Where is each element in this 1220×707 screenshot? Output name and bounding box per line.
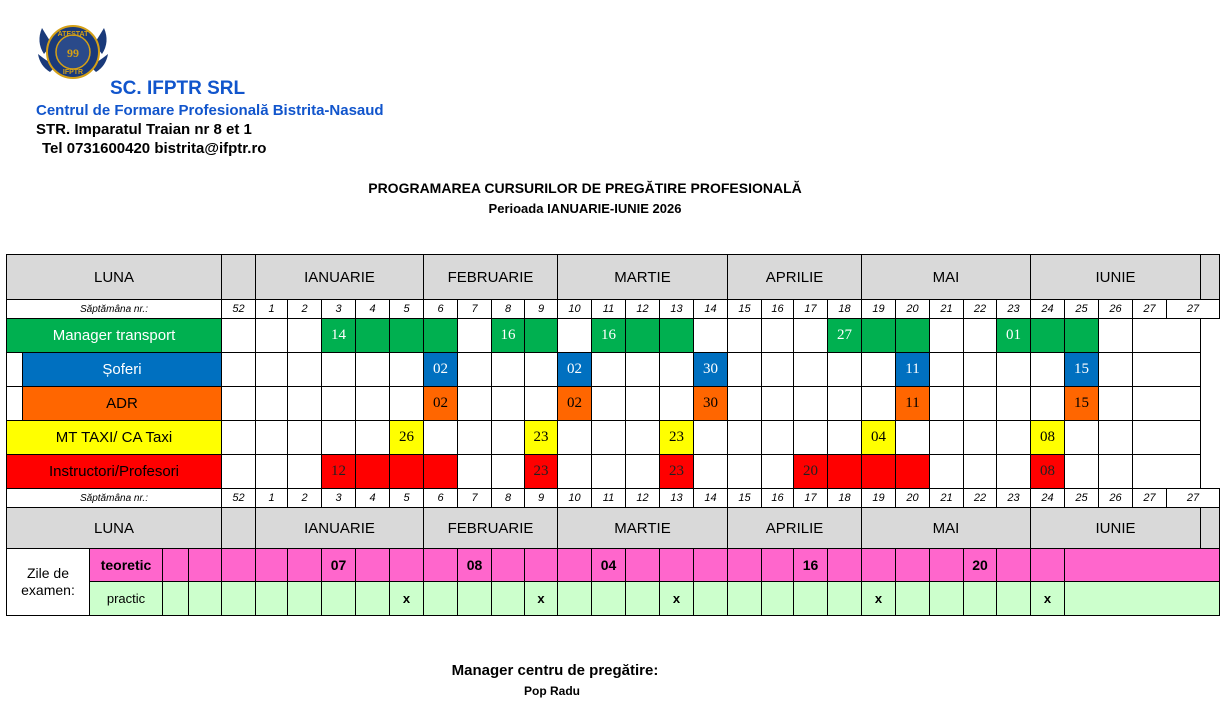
month-header: MAI (861, 254, 1031, 300)
theory-cell (162, 548, 189, 582)
empty-cell (457, 420, 492, 455)
week-number: 6 (423, 488, 458, 508)
empty-cell (255, 318, 288, 353)
week-number: 18 (827, 488, 862, 508)
theory-cell (1064, 548, 1220, 582)
luna-spacer (1200, 254, 1220, 300)
course-week-marked (861, 318, 896, 353)
empty-cell (591, 454, 626, 489)
empty-cell (591, 352, 626, 387)
theory-cell (1030, 548, 1065, 582)
practice-cell (693, 581, 728, 616)
week-number: 8 (491, 299, 525, 319)
empty-cell (255, 386, 288, 421)
week-number: 1 (255, 299, 288, 319)
empty-cell (996, 420, 1031, 455)
course-week-marked (625, 318, 660, 353)
theory-cell (929, 548, 964, 582)
theory-cell (557, 548, 592, 582)
luna-spacer (221, 254, 256, 300)
empty-cell (895, 420, 930, 455)
week-number: 5 (389, 488, 424, 508)
empty-cell (929, 318, 964, 353)
course-start-date: 12 (321, 454, 356, 489)
week-number: 13 (659, 299, 694, 319)
week-number: 17 (793, 488, 828, 508)
course-start-date: 27 (827, 318, 862, 353)
theory-exam-date: 20 (963, 548, 997, 582)
course-week-marked (895, 318, 930, 353)
empty-cell (389, 386, 424, 421)
empty-cell (693, 420, 728, 455)
svg-text:IFPTR: IFPTR (62, 69, 84, 76)
ifptr-logo (34, 14, 112, 90)
theory-cell (255, 548, 288, 582)
practice-cell (423, 581, 458, 616)
week-number: 21 (929, 488, 964, 508)
practice-cell (221, 581, 256, 616)
course-start-date: 08 (1030, 454, 1065, 489)
empty-cell (221, 420, 256, 455)
month-header: APRILIE (727, 254, 862, 300)
svg-text:99: 99 (67, 46, 79, 60)
week-number: 21 (929, 299, 964, 319)
theory-cell (895, 548, 930, 582)
course-label: ADR (22, 386, 222, 421)
empty-cell (221, 454, 256, 489)
theory-cell (423, 548, 458, 582)
course-week-marked (423, 454, 458, 489)
practice-exam-mark: x (1030, 581, 1065, 616)
empty-cell (1132, 318, 1201, 353)
course-week-marked (861, 454, 896, 489)
theory-cell (389, 548, 424, 582)
course-start-date: 23 (524, 420, 558, 455)
empty-cell (1132, 454, 1201, 489)
week-number: 14 (693, 488, 728, 508)
empty-cell (793, 352, 828, 387)
empty-cell (693, 318, 728, 353)
empty-cell (1132, 420, 1201, 455)
empty-cell (287, 352, 322, 387)
empty-cell (827, 352, 862, 387)
empty-cell (996, 454, 1031, 489)
luna-spacer (1200, 507, 1220, 549)
course-week-marked (1064, 318, 1099, 353)
week-number: 5 (389, 299, 424, 319)
course-start-date: 01 (996, 318, 1031, 353)
empty-cell (761, 318, 794, 353)
empty-cell (321, 420, 356, 455)
empty-cell (491, 386, 525, 421)
month-header: FEBRUARIE (423, 254, 558, 300)
week-number: 23 (996, 299, 1031, 319)
practice-cell (963, 581, 997, 616)
practice-cell (1064, 581, 1220, 616)
month-header: MARTIE (557, 254, 728, 300)
course-week-marked (1030, 318, 1065, 353)
week-label: Săptămâna nr.: (6, 299, 222, 319)
month-header: IUNIE (1030, 507, 1201, 549)
empty-cell (793, 318, 828, 353)
week-number: 25 (1064, 488, 1099, 508)
week-number: 52 (221, 488, 256, 508)
theory-cell (188, 548, 222, 582)
empty-cell (491, 352, 525, 387)
page-subtitle: Perioada IANUARIE-IUNIE 2026 (488, 201, 682, 216)
empty-cell (524, 352, 558, 387)
empty-cell (1132, 386, 1201, 421)
luna-header: LUNA (6, 507, 222, 549)
week-number: 18 (827, 299, 862, 319)
course-start-date: 23 (659, 420, 694, 455)
course-start-date: 16 (491, 318, 525, 353)
empty-cell (1098, 420, 1133, 455)
practice-cell (591, 581, 626, 616)
empty-cell (963, 318, 997, 353)
course-label: Șoferi (22, 352, 222, 387)
course-week-marked (355, 318, 390, 353)
empty-cell (793, 386, 828, 421)
practice-cell (761, 581, 794, 616)
empty-cell (591, 420, 626, 455)
empty-cell (761, 454, 794, 489)
empty-cell (996, 352, 1031, 387)
empty-cell (557, 318, 592, 353)
empty-cell (1064, 420, 1099, 455)
course-week-marked (389, 318, 424, 353)
week-number: 16 (761, 299, 794, 319)
practice-cell (355, 581, 390, 616)
empty-cell (625, 386, 660, 421)
course-start-date: 02 (423, 352, 458, 387)
theory-cell (625, 548, 660, 582)
month-header: APRILIE (727, 507, 862, 549)
week-number: 14 (693, 299, 728, 319)
empty-cell (287, 454, 322, 489)
week-number: 2 (287, 488, 322, 508)
course-start-date: 23 (524, 454, 558, 489)
theory-cell (996, 548, 1031, 582)
week-number: 3 (321, 299, 356, 319)
week-number: 13 (659, 488, 694, 508)
empty-cell (1098, 318, 1133, 353)
company-contact: Tel 0731600420 bistrita@ifptr.ro (42, 140, 267, 157)
empty-cell (1064, 454, 1099, 489)
empty-cell (255, 352, 288, 387)
month-header: IANUARIE (255, 254, 424, 300)
luna-header: LUNA (6, 254, 222, 300)
theory-cell (727, 548, 762, 582)
course-week-marked (355, 454, 390, 489)
empty-cell (457, 318, 492, 353)
empty-cell (727, 352, 762, 387)
course-start-date: 08 (1030, 420, 1065, 455)
course-start-date: 11 (895, 386, 930, 421)
empty-cell (321, 352, 356, 387)
month-header: MARTIE (557, 507, 728, 549)
empty-cell (287, 420, 322, 455)
course-week-marked (895, 454, 930, 489)
practice-cell (827, 581, 862, 616)
empty-cell (255, 454, 288, 489)
week-number: 4 (355, 299, 390, 319)
empty-cell (996, 386, 1031, 421)
luna-spacer (221, 507, 256, 549)
course-start-date: 02 (557, 386, 592, 421)
svg-text:ATESTAT: ATESTAT (57, 31, 89, 38)
empty-cell (1132, 352, 1201, 387)
week-number: 12 (625, 299, 660, 319)
empty-cell (321, 386, 356, 421)
theory-cell (761, 548, 794, 582)
practice-cell (625, 581, 660, 616)
theory-cell (491, 548, 525, 582)
theory-exam-date: 07 (321, 548, 356, 582)
theory-cell (524, 548, 558, 582)
empty-cell (929, 454, 964, 489)
practice-cell (287, 581, 322, 616)
week-number: 25 (1064, 299, 1099, 319)
empty-cell (693, 454, 728, 489)
month-header: FEBRUARIE (423, 507, 558, 549)
course-label: Manager transport (6, 318, 222, 353)
empty-cell (861, 352, 896, 387)
week-number: 12 (625, 488, 660, 508)
week-number: 7 (457, 488, 492, 508)
course-start-date: 11 (895, 352, 930, 387)
week-number: 15 (727, 488, 762, 508)
theory-cell (287, 548, 322, 582)
course-label: MT TAXI/ CA Taxi (6, 420, 222, 455)
practice-cell (996, 581, 1031, 616)
empty-cell (963, 420, 997, 455)
empty-cell (963, 386, 997, 421)
theory-cell (693, 548, 728, 582)
theory-cell (861, 548, 896, 582)
theory-cell (221, 548, 256, 582)
theory-exam-date: 08 (457, 548, 492, 582)
empty-cell (557, 420, 592, 455)
course-start-date: 02 (557, 352, 592, 387)
course-start-date: 20 (793, 454, 828, 489)
empty-cell (793, 420, 828, 455)
manager-label: Manager centru de pregătire: (451, 662, 659, 679)
course-label: Instructori/Profesori (6, 454, 222, 489)
month-header: IANUARIE (255, 507, 424, 549)
empty-cell (625, 420, 660, 455)
week-number: 6 (423, 299, 458, 319)
week-number: 10 (557, 488, 592, 508)
empty-cell (491, 454, 525, 489)
course-start-date: 30 (693, 386, 728, 421)
theory-cell (659, 548, 694, 582)
empty-cell (625, 352, 660, 387)
empty-cell (929, 386, 964, 421)
week-number: 19 (861, 299, 896, 319)
empty-cell (457, 386, 492, 421)
empty-cell (659, 386, 694, 421)
week-number: 15 (727, 299, 762, 319)
week-number: 22 (963, 488, 997, 508)
empty-cell (625, 454, 660, 489)
company-name: SC. IFPTR SRL (110, 78, 246, 99)
course-start-date: 02 (423, 386, 458, 421)
course-start-date: 04 (861, 420, 896, 455)
empty-cell (1098, 386, 1133, 421)
empty-cell (255, 420, 288, 455)
empty-cell (423, 420, 458, 455)
practice-exam-mark: x (659, 581, 694, 616)
training-center-name: Centrul de Formare Profesională Bistrita-Nasaud (36, 102, 384, 119)
week-number: 3 (321, 488, 356, 508)
practice-exam-mark: x (524, 581, 558, 616)
empty-cell (457, 352, 492, 387)
week-number: 26 (1098, 488, 1133, 508)
course-week-marked (827, 454, 862, 489)
practice-cell (321, 581, 356, 616)
week-number: 22 (963, 299, 997, 319)
exam-theory-label: teoretic (89, 548, 163, 582)
empty-cell (557, 454, 592, 489)
empty-cell (827, 420, 862, 455)
schedule-table (7, 255, 1200, 617)
empty-cell (761, 420, 794, 455)
practice-cell (255, 581, 288, 616)
course-start-date: 15 (1064, 386, 1099, 421)
course-week-marked (524, 318, 558, 353)
empty-cell (1030, 386, 1065, 421)
week-number: 27 (1166, 299, 1220, 319)
week-number: 10 (557, 299, 592, 319)
row-indent (6, 386, 23, 421)
empty-cell (727, 318, 762, 353)
course-start-date: 14 (321, 318, 356, 353)
practice-exam-mark: x (389, 581, 424, 616)
week-number: 8 (491, 488, 525, 508)
empty-cell (1030, 352, 1065, 387)
empty-cell (287, 386, 322, 421)
practice-cell (491, 581, 525, 616)
empty-cell (963, 454, 997, 489)
week-number: 1 (255, 488, 288, 508)
empty-cell (861, 386, 896, 421)
empty-cell (761, 352, 794, 387)
empty-cell (591, 386, 626, 421)
empty-cell (221, 386, 256, 421)
empty-cell (389, 352, 424, 387)
empty-cell (221, 352, 256, 387)
empty-cell (727, 454, 762, 489)
practice-cell (162, 581, 189, 616)
week-number: 20 (895, 299, 930, 319)
week-number: 11 (591, 488, 626, 508)
week-number: 11 (591, 299, 626, 319)
empty-cell (727, 420, 762, 455)
week-number: 26 (1098, 299, 1133, 319)
empty-cell (963, 352, 997, 387)
week-number: 52 (221, 299, 256, 319)
empty-cell (491, 420, 525, 455)
week-number: 16 (761, 488, 794, 508)
empty-cell (761, 386, 794, 421)
empty-cell (827, 386, 862, 421)
week-number: 19 (861, 488, 896, 508)
week-number: 24 (1030, 488, 1065, 508)
empty-cell (1098, 352, 1133, 387)
practice-cell (727, 581, 762, 616)
week-number: 9 (524, 488, 558, 508)
empty-cell (727, 386, 762, 421)
practice-cell (188, 581, 222, 616)
course-week-marked (423, 318, 458, 353)
week-number: 27 (1166, 488, 1220, 508)
empty-cell (1098, 454, 1133, 489)
empty-cell (355, 352, 390, 387)
week-number: 24 (1030, 299, 1065, 319)
week-number: 27 (1132, 488, 1167, 508)
week-number: 20 (895, 488, 930, 508)
page-title: PROGRAMAREA CURSURILOR DE PREGĂTIRE PROFESIONALĂ (368, 180, 802, 196)
theory-cell (355, 548, 390, 582)
course-start-date: 23 (659, 454, 694, 489)
practice-cell (457, 581, 492, 616)
empty-cell (524, 386, 558, 421)
theory-exam-date: 04 (591, 548, 626, 582)
week-number: 17 (793, 299, 828, 319)
exam-days-label: Zile de examen: (6, 548, 90, 616)
empty-cell (457, 454, 492, 489)
week-number: 4 (355, 488, 390, 508)
theory-exam-date: 16 (793, 548, 828, 582)
practice-cell (793, 581, 828, 616)
exam-practice-label: practic (89, 581, 163, 616)
month-header: MAI (861, 507, 1031, 549)
practice-cell (557, 581, 592, 616)
practice-exam-mark: x (861, 581, 896, 616)
theory-cell (827, 548, 862, 582)
practice-cell (895, 581, 930, 616)
empty-cell (929, 420, 964, 455)
company-address: STR. Imparatul Traian nr 8 et 1 (36, 121, 252, 138)
course-start-date: 30 (693, 352, 728, 387)
course-start-date: 15 (1064, 352, 1099, 387)
manager-name: Pop Radu (524, 684, 580, 698)
course-week-marked (389, 454, 424, 489)
course-week-marked (659, 318, 694, 353)
week-number: 9 (524, 299, 558, 319)
week-label: Săptămâna nr.: (6, 488, 222, 508)
practice-cell (929, 581, 964, 616)
empty-cell (929, 352, 964, 387)
week-number: 7 (457, 299, 492, 319)
empty-cell (221, 318, 256, 353)
row-indent (6, 352, 23, 387)
week-number: 2 (287, 299, 322, 319)
empty-cell (659, 352, 694, 387)
week-number: 27 (1132, 299, 1167, 319)
week-number: 23 (996, 488, 1031, 508)
empty-cell (355, 386, 390, 421)
course-start-date: 26 (389, 420, 424, 455)
empty-cell (355, 420, 390, 455)
month-header: IUNIE (1030, 254, 1201, 300)
empty-cell (287, 318, 322, 353)
course-start-date: 16 (591, 318, 626, 353)
